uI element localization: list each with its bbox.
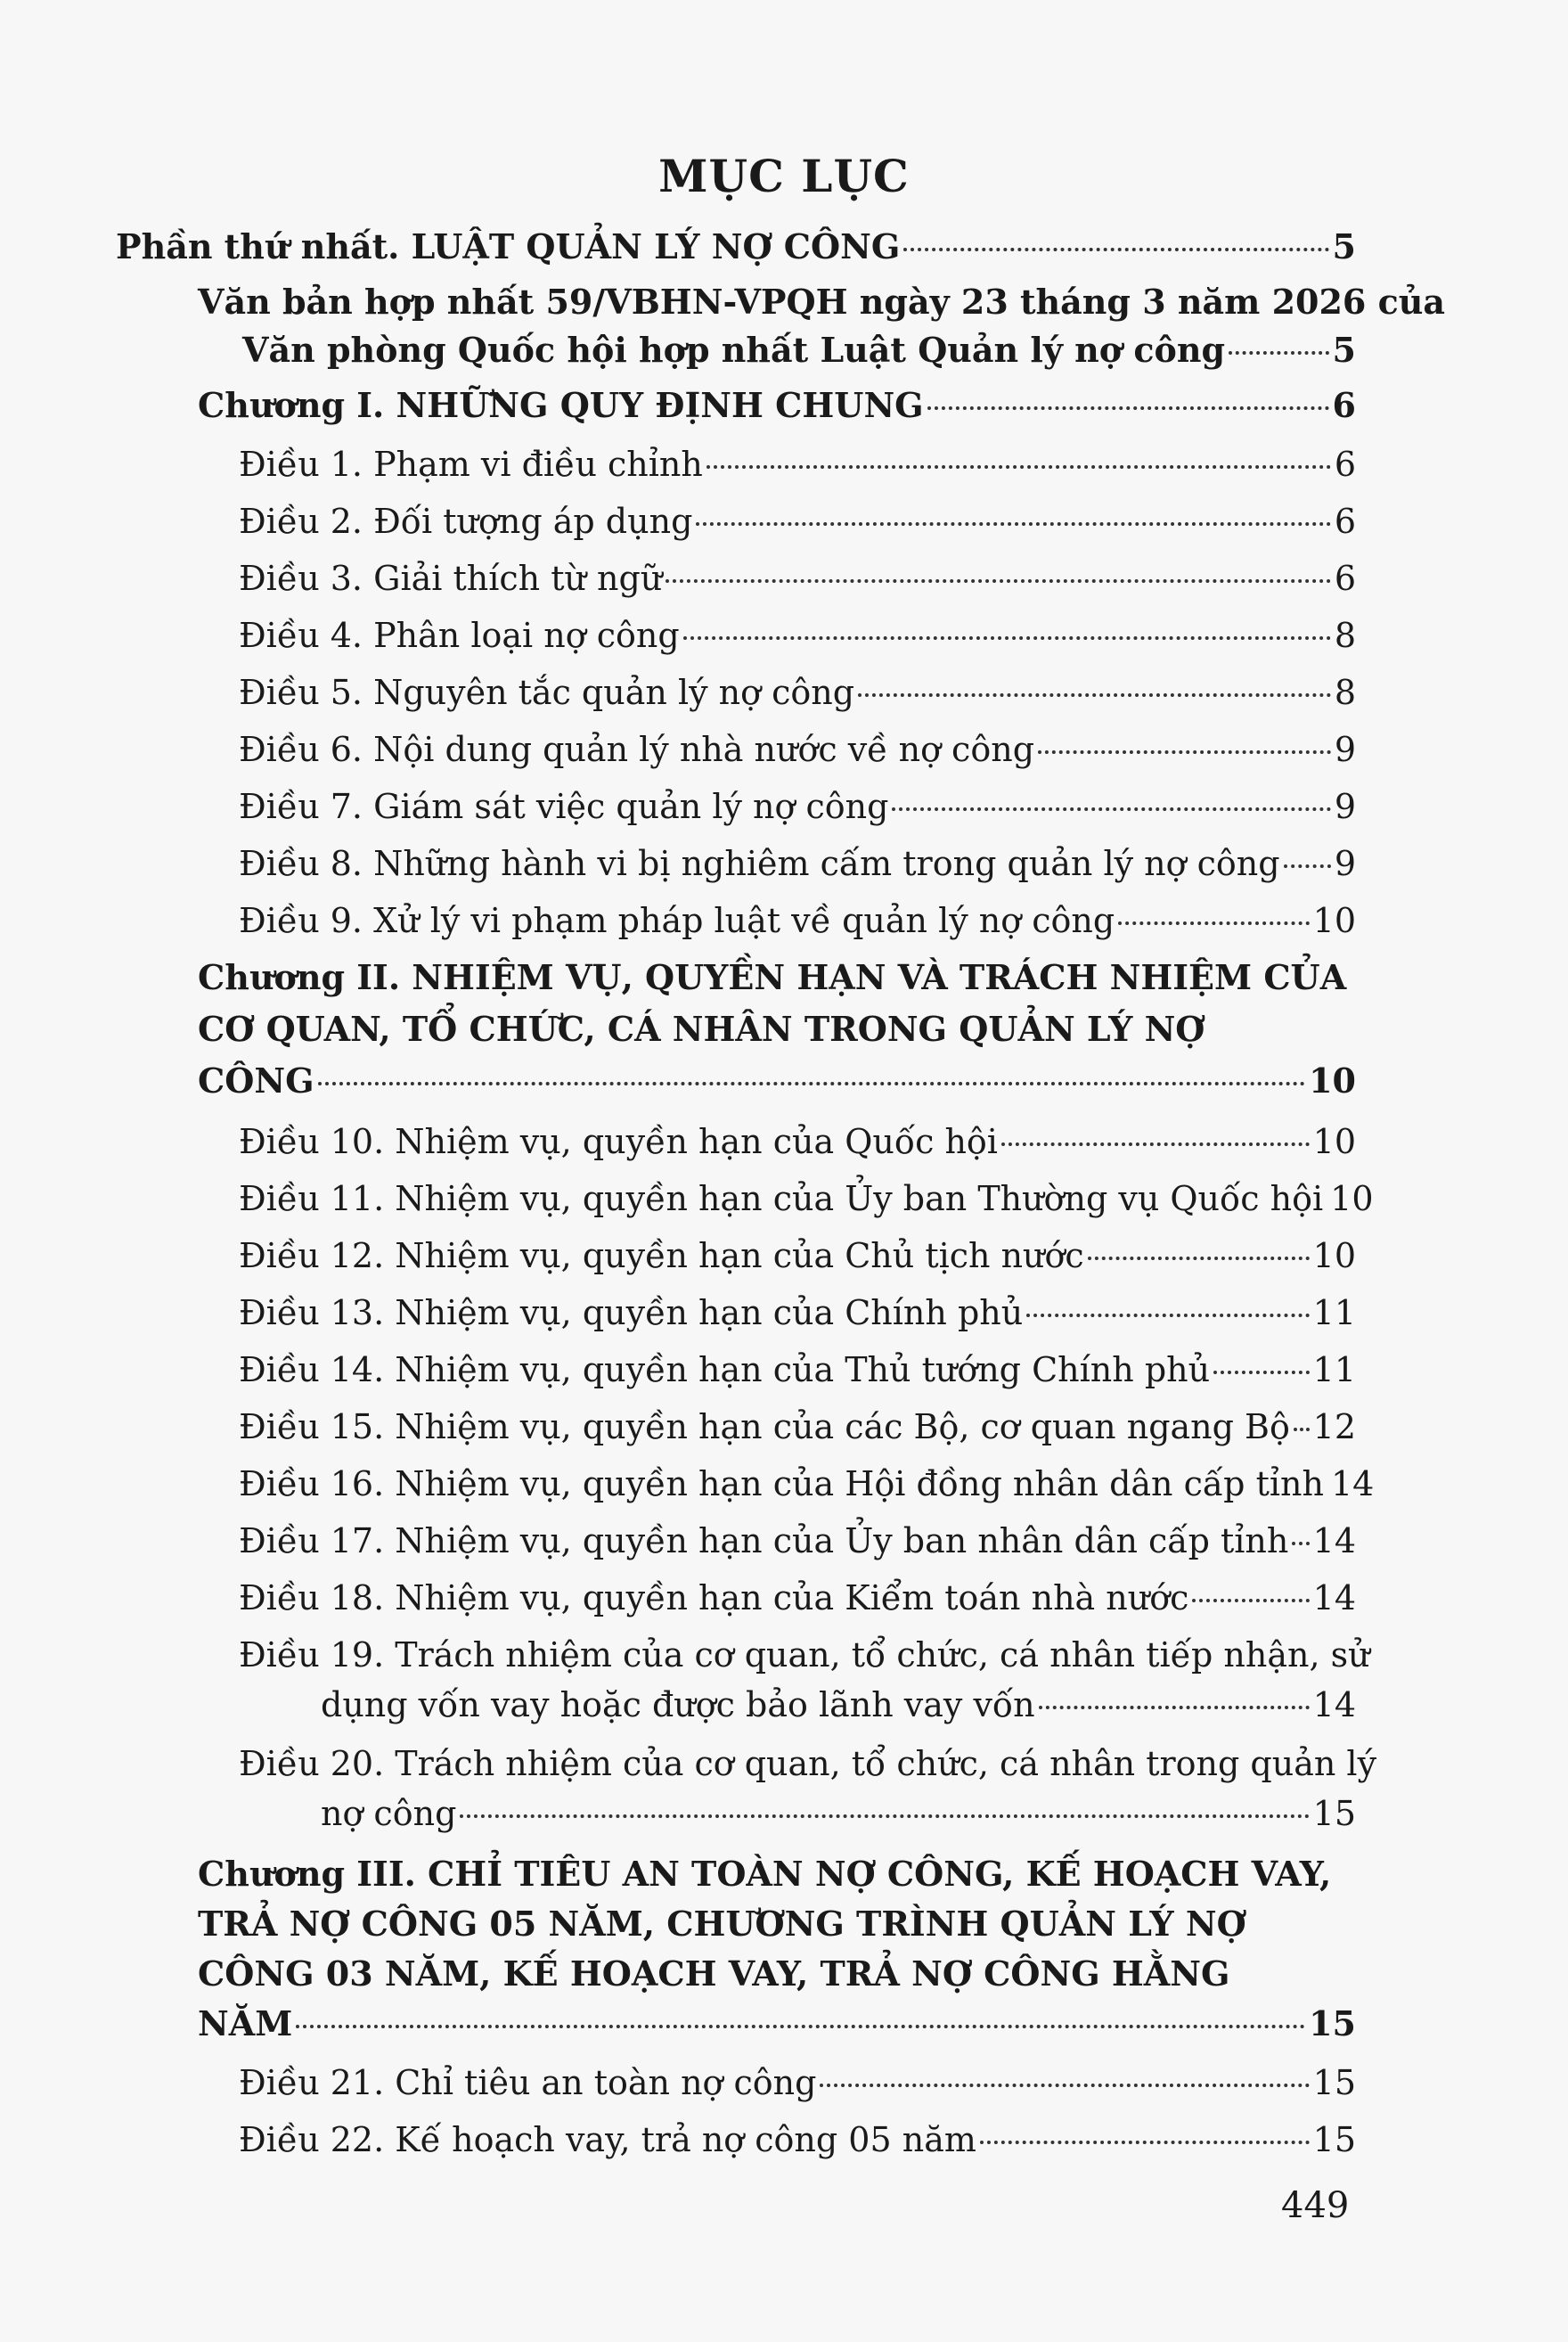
toc-entry-chapter-3[interactable]	[198, 1850, 1356, 1898]
toc-entry-text: Điều 16. Nhiệm vụ, quyền hạn của Hội đồng nhân dân cấp tỉnh	[239, 1464, 1324, 1503]
toc-entry-article-19-cont[interactable]	[321, 1681, 1356, 1729]
toc-entry-chapter-3-line2[interactable]	[198, 1900, 1356, 1948]
toc-page-number: 5	[1332, 226, 1356, 266]
toc-entry-text: Điều 21. Chỉ tiêu an toàn nợ công	[239, 2063, 817, 2102]
toc-entry-article-15[interactable]	[239, 1403, 1356, 1451]
toc-entry-text-line1: Điều 19. Trách nhiệm của cơ quan, tổ chức, cá nhân tiếp nhận, sử	[239, 1635, 1370, 1675]
toc-page-number: 6	[1334, 445, 1356, 484]
toc-entry-part-1[interactable]	[116, 223, 1356, 271]
toc-entry-text: Điều 14. Nhiệm vụ, quyền hạn của Thủ tướng Chính phủ	[239, 1350, 1211, 1389]
toc-page-number: 14	[1312, 1578, 1356, 1617]
leader-dots	[1292, 1542, 1309, 1545]
toc-entry-text: dụng vốn vay hoặc được bảo lãnh vay vốn	[321, 1685, 1035, 1724]
toc-entry-text: Điều 18. Nhiệm vụ, quyền hạn của Kiểm toán nhà nước	[239, 1578, 1189, 1617]
leader-dots	[858, 693, 1331, 697]
toc-page-number: 14	[1312, 1685, 1356, 1724]
leader-dots	[1026, 1314, 1309, 1317]
toc-page-number: 10	[1309, 1060, 1356, 1101]
leader-dots	[1039, 1706, 1310, 1709]
toc-entry-text: Điều 15. Nhiệm vụ, quyền hạn của các Bộ, cơ quan ngang Bộ	[239, 1407, 1290, 1446]
toc-entry-text: Điều 3. Giải thích từ ngữ	[239, 559, 663, 598]
toc-page-number: 10	[1312, 1236, 1356, 1275]
toc-entry-article-19[interactable]	[239, 1631, 1370, 1679]
toc-entry-text-line2: CƠ QUAN, TỔ CHỨC, CÁ NHÂN TRONG QUẢN LÝ NỢ	[198, 1009, 1205, 1049]
leader-dots	[1229, 351, 1329, 355]
toc-entry-article-5[interactable]	[239, 668, 1356, 717]
toc-entry-text-line1: Chương III. CHỈ TIÊU AN TOÀN NỢ CÔNG, KẾ HOẠCH VAY,	[198, 1854, 1332, 1894]
toc-page-number: 12	[1312, 1407, 1356, 1446]
toc-entry-article-17[interactable]	[239, 1517, 1356, 1565]
leader-dots	[1118, 921, 1309, 925]
toc-page-number: 14	[1330, 1464, 1375, 1503]
leader-dots	[980, 2141, 1310, 2144]
toc-entry-text: Văn phòng Quốc hội hợp nhất Luật Quản lý nợ công	[242, 330, 1226, 370]
toc-entry-article-9[interactable]	[239, 897, 1356, 945]
toc-page-number: 15	[1312, 2063, 1356, 2102]
leader-dots	[460, 1814, 1309, 1818]
toc-entry-chapter-2[interactable]	[198, 954, 1356, 1002]
toc-entry-text: Điều 7. Giám sát việc quản lý nợ công	[239, 787, 889, 826]
toc-page-number: 6	[1334, 502, 1356, 541]
toc-entry-text-line1: Văn bản hợp nhất 59/VBHN-VPQH ngày 23 tháng 3 năm 2026 của	[198, 282, 1445, 322]
leader-dots	[296, 2025, 1305, 2028]
toc-entry-text: Điều 8. Những hành vi bị nghiêm cấm trong quản lý nợ công	[239, 844, 1280, 883]
toc-entry-text: Điều 17. Nhiệm vụ, quyền hạn của Ủy ban nhân dân cấp tỉnh	[239, 1521, 1289, 1560]
leader-dots	[683, 636, 1331, 640]
toc-entry-article-16[interactable]	[239, 1460, 1375, 1508]
toc-entry-article-20-cont[interactable]	[321, 1789, 1356, 1838]
toc-entry-text: Phần thứ nhất. LUẬT QUẢN LÝ NỢ CÔNG	[116, 226, 901, 266]
toc-entry-text: nợ công	[321, 1794, 457, 1833]
toc-entry-article-2[interactable]	[239, 497, 1356, 545]
toc-page-number: 6	[1332, 385, 1356, 425]
leader-dots	[1294, 1428, 1310, 1431]
toc-page-number: 6	[1334, 559, 1356, 598]
toc-entry-text: Điều 6. Nội dung quản lý nhà nước về nợ công	[239, 730, 1035, 769]
leader-dots	[696, 522, 1330, 526]
toc-entry-chapter-2-line2[interactable]	[198, 1005, 1356, 1053]
toc-entry-chapter-2-line3[interactable]	[198, 1057, 1356, 1105]
leader-dots	[1088, 1257, 1310, 1260]
toc-entry-text: Điều 2. Đối tượng áp dụng	[239, 502, 693, 541]
toc-entry-text: Điều 9. Xử lý vi phạm pháp luật về quản lý nợ công	[239, 901, 1115, 940]
toc-entry-text: Điều 4. Phân loại nợ công	[239, 616, 680, 655]
toc-entry-article-6[interactable]	[239, 725, 1356, 774]
toc-page-number: 14	[1312, 1521, 1356, 1560]
toc-entry-text-line2: TRẢ NỢ CÔNG 05 NĂM, CHƯƠNG TRÌNH QUẢN LÝ NỢ	[198, 1904, 1246, 1944]
toc-page-number: 15	[1309, 2003, 1356, 2043]
toc-entry-text: Điều 12. Nhiệm vụ, quyền hạn của Chủ tịch nước	[239, 1236, 1084, 1275]
toc-page-number: 8	[1334, 616, 1356, 655]
toc-page-number: 9	[1334, 730, 1356, 769]
toc-entry-article-4[interactable]	[239, 611, 1356, 659]
toc-page-number: 15	[1312, 2120, 1356, 2159]
toc-entry-article-7[interactable]	[239, 782, 1356, 831]
toc-entry-article-3[interactable]	[239, 554, 1356, 602]
toc-entry-text: Điều 11. Nhiệm vụ, quyền hạn của Ủy ban Thường vụ Quốc hội	[239, 1179, 1324, 1218]
page-number: 449	[1281, 2185, 1350, 2226]
toc-entry-article-8[interactable]	[239, 839, 1356, 888]
toc-entry-article-12[interactable]	[239, 1232, 1356, 1280]
toc-entry-article-14[interactable]	[239, 1346, 1356, 1394]
toc-page-number: 9	[1334, 844, 1356, 883]
toc-entry-article-20[interactable]	[239, 1740, 1377, 1788]
toc-page-number: 10	[1312, 901, 1356, 940]
toc-entry-text-line1: Chương II. NHIỆM VỤ, QUYỀN HẠN VÀ TRÁCH NHIỆM CỦA	[198, 957, 1347, 997]
toc-entry-article-11[interactable]	[239, 1175, 1374, 1223]
leader-dots	[1213, 1371, 1310, 1374]
toc-entry-chapter-3-line4[interactable]	[198, 2000, 1356, 2048]
leader-dots	[927, 406, 1329, 410]
toc-entry-article-22[interactable]	[239, 2116, 1356, 2164]
toc-page-number: 15	[1312, 1794, 1356, 1833]
leader-dots	[666, 579, 1330, 583]
toc-entry-text-line3: CÔNG 03 NĂM, KẾ HOẠCH VAY, TRẢ NỢ CÔNG HẰNG	[198, 1953, 1230, 1994]
toc-page-number: 11	[1312, 1293, 1356, 1332]
leader-dots	[1038, 750, 1331, 754]
toc-page-number: 11	[1312, 1350, 1356, 1389]
leader-dots	[820, 2084, 1309, 2087]
toc-entry-text: Điều 1. Phạm vi điều chỉnh	[239, 445, 703, 484]
toc-entry-text: NĂM	[198, 2003, 293, 2043]
toc-entry-chapter-1[interactable]	[198, 381, 1356, 430]
toc-entry-text: Điều 10. Nhiệm vụ, quyền hạn của Quốc hội	[239, 1122, 998, 1161]
leader-dots	[1284, 864, 1331, 868]
toc-entry-text: Điều 13. Nhiệm vụ, quyền hạn của Chính phủ	[239, 1293, 1024, 1332]
toc-entry-article-1[interactable]	[239, 440, 1356, 488]
toc-page-number: 10	[1312, 1122, 1356, 1161]
toc-entry-text: Điều 5. Nguyên tắc quản lý nợ công	[239, 673, 855, 712]
toc-entry-article-10[interactable]	[239, 1118, 1356, 1166]
toc-entry-consolidated-text[interactable]	[198, 278, 1445, 326]
leader-dots	[1001, 1142, 1310, 1146]
toc-page-number: 10	[1330, 1179, 1374, 1218]
toc-page-number: 8	[1334, 673, 1356, 712]
leader-dots	[892, 807, 1330, 811]
leader-dots	[706, 465, 1331, 469]
page-title: MỤC LỤC	[658, 150, 910, 202]
toc-entry-chapter-3-line3[interactable]	[198, 1950, 1356, 1998]
leader-dots	[318, 1082, 1306, 1085]
toc-entry-text: Chương I. NHỮNG QUY ĐỊNH CHUNG	[198, 385, 924, 425]
toc-entry-text: CÔNG	[198, 1060, 314, 1101]
toc-page-number: 9	[1334, 787, 1356, 826]
toc-entry-consolidated-text-cont[interactable]	[242, 326, 1356, 374]
leader-dots	[1192, 1599, 1309, 1602]
toc-entry-article-13[interactable]	[239, 1289, 1356, 1337]
toc-page-number: 5	[1332, 330, 1356, 370]
toc-entry-text: Điều 22. Kế hoạch vay, trả nợ công 05 năm	[239, 2120, 976, 2159]
leader-dots	[903, 248, 1328, 251]
toc-entry-article-21[interactable]	[239, 2059, 1356, 2107]
toc-entry-article-18[interactable]	[239, 1574, 1356, 1622]
toc-entry-text-line1: Điều 20. Trách nhiệm của cơ quan, tổ chức, cá nhân trong quản lý	[239, 1744, 1377, 1783]
